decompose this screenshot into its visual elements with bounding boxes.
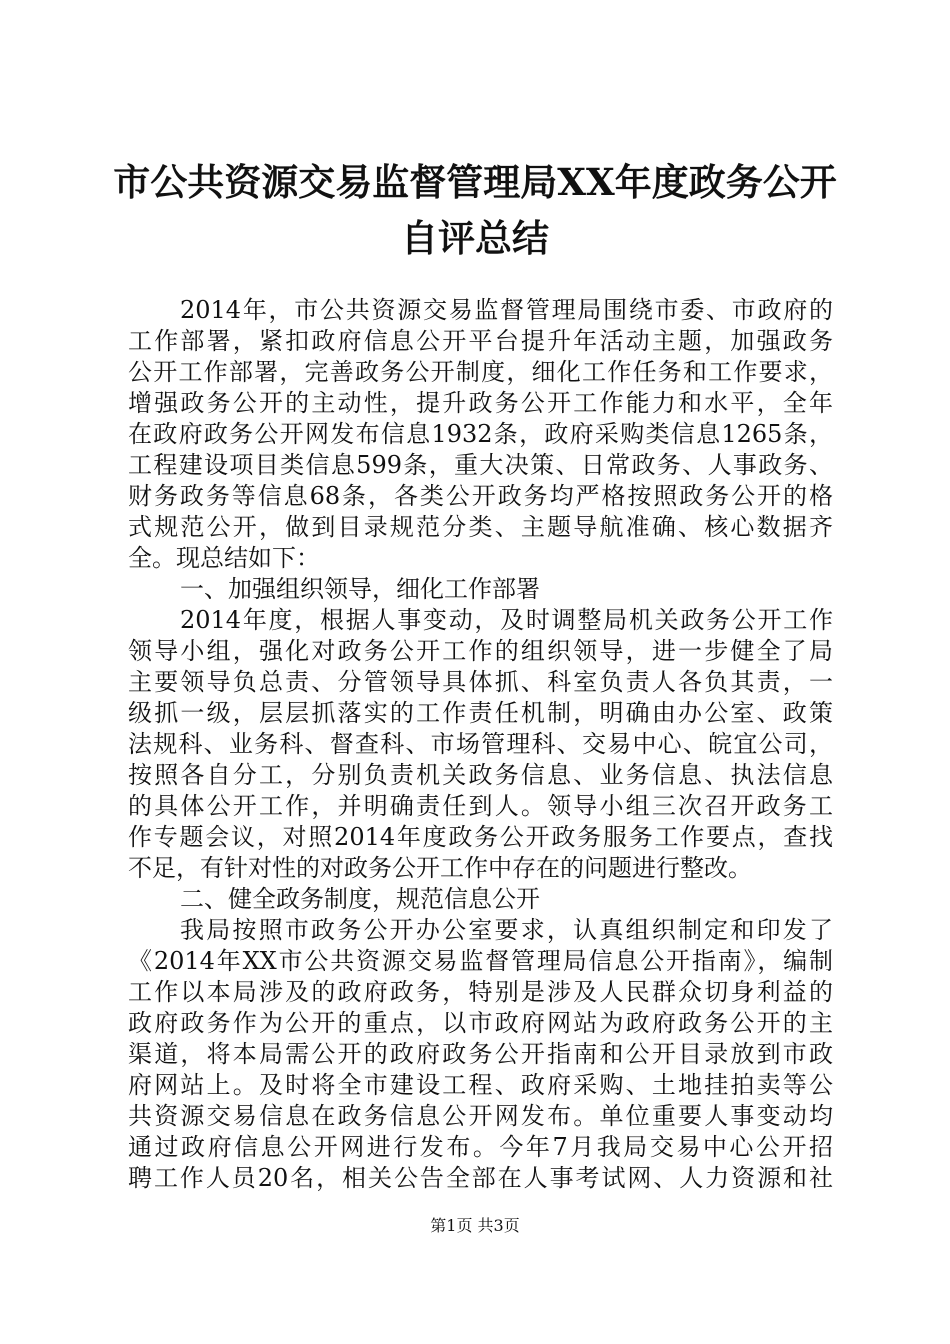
body-line: 2014年度，根据人事变动，及时调整局机关政务公开工作 (180, 606, 833, 634)
body-line: 府网站上。及时将全市建设工程、政府采购、土地挂拍卖等公 (128, 1071, 833, 1099)
body-line: 级抓一级，层层抓落实的工作责任机制，明确由办公室、政策 (128, 699, 833, 727)
body-line: 渠道，将本局需公开的政府政务公开指南和公开目录放到市政 (128, 1040, 833, 1068)
body-line: 领导小组，强化对政务公开工作的组织领导，进一步健全了局 (128, 637, 833, 665)
document-title-continued: 自评总结 (401, 216, 549, 260)
body-line: 不足，有针对性的对政务公开工作中存在的问题进行整改。 (128, 854, 752, 882)
body-line: 主要领导负总责、分管领导具体抓、科室负责人各负其责，一 (128, 668, 833, 696)
page-footer: 第1页 共3页 (430, 1216, 520, 1235)
body-line: 公开工作部署，完善政务公开制度，细化工作任务和工作要求， (128, 358, 833, 386)
body-line: 工程建设项目类信息599条，重大决策、日常政务、人事政务、 (128, 451, 833, 479)
body-line: 我局按照市政务公开办公室要求，认真组织制定和印发了 (180, 916, 833, 944)
body-line: 在政府政务公开网发布信息1932条，政府采购类信息1265条， (128, 420, 833, 448)
body-line: 增强政务公开的主动性，提升政务公开工作能力和水平，全年 (128, 389, 833, 417)
body-line: 财务政务等信息68条，各类公开政务均严格按照政务公开的格 (128, 482, 833, 510)
body-line: 2014年，市公共资源交易监督管理局围绕市委、市政府的 (180, 296, 833, 324)
body-line: 工作部署，紧扣政府信息公开平台提升年活动主题，加强政务 (128, 327, 833, 355)
body-line: 聘工作人员20名，相关公告全部在人事考试网、人力资源和社 (128, 1164, 833, 1192)
body-line: 政府政务作为公开的重点，以市政府网站为政府政务公开的主 (128, 1009, 833, 1037)
body-line: 《2014年XX市公共资源交易监督管理局信息公开指南》，编制 (128, 947, 833, 975)
body-line: 按照各自分工，分别负责机关政务信息、业务信息、执法信息 (128, 761, 833, 789)
body-line: 共资源交易信息在政务信息公开网发布。单位重要人事变动均 (128, 1102, 833, 1130)
document-title: 市公共资源交易监督管理局XX年度政务公开 (113, 160, 837, 204)
body-line: 全。现总结如下： (128, 544, 320, 572)
body-line: 式规范公开，做到目录规范分类、主题导航准确、核心数据齐 (128, 513, 833, 541)
document-body (128, 295, 833, 1194)
body-line: 法规科、业务科、督查科、市场管理科、交易中心、皖宜公司， (128, 730, 833, 758)
body-line: 通过政府信息公开网进行发布。今年7月我局交易中心公开招 (128, 1133, 833, 1161)
body-line: 一、加强组织领导，细化工作部署 (180, 575, 540, 603)
body-line: 作专题会议，对照2014年度政务公开政务服务工作要点，查找 (128, 823, 833, 851)
body-line: 的具体公开工作，并明确责任到人。领导小组三次召开政务工 (128, 792, 833, 820)
body-line: 工作以本局涉及的政府政务，特别是涉及人民群众切身利益的 (128, 978, 833, 1006)
body-line: 二、健全政务制度，规范信息公开 (180, 885, 540, 913)
